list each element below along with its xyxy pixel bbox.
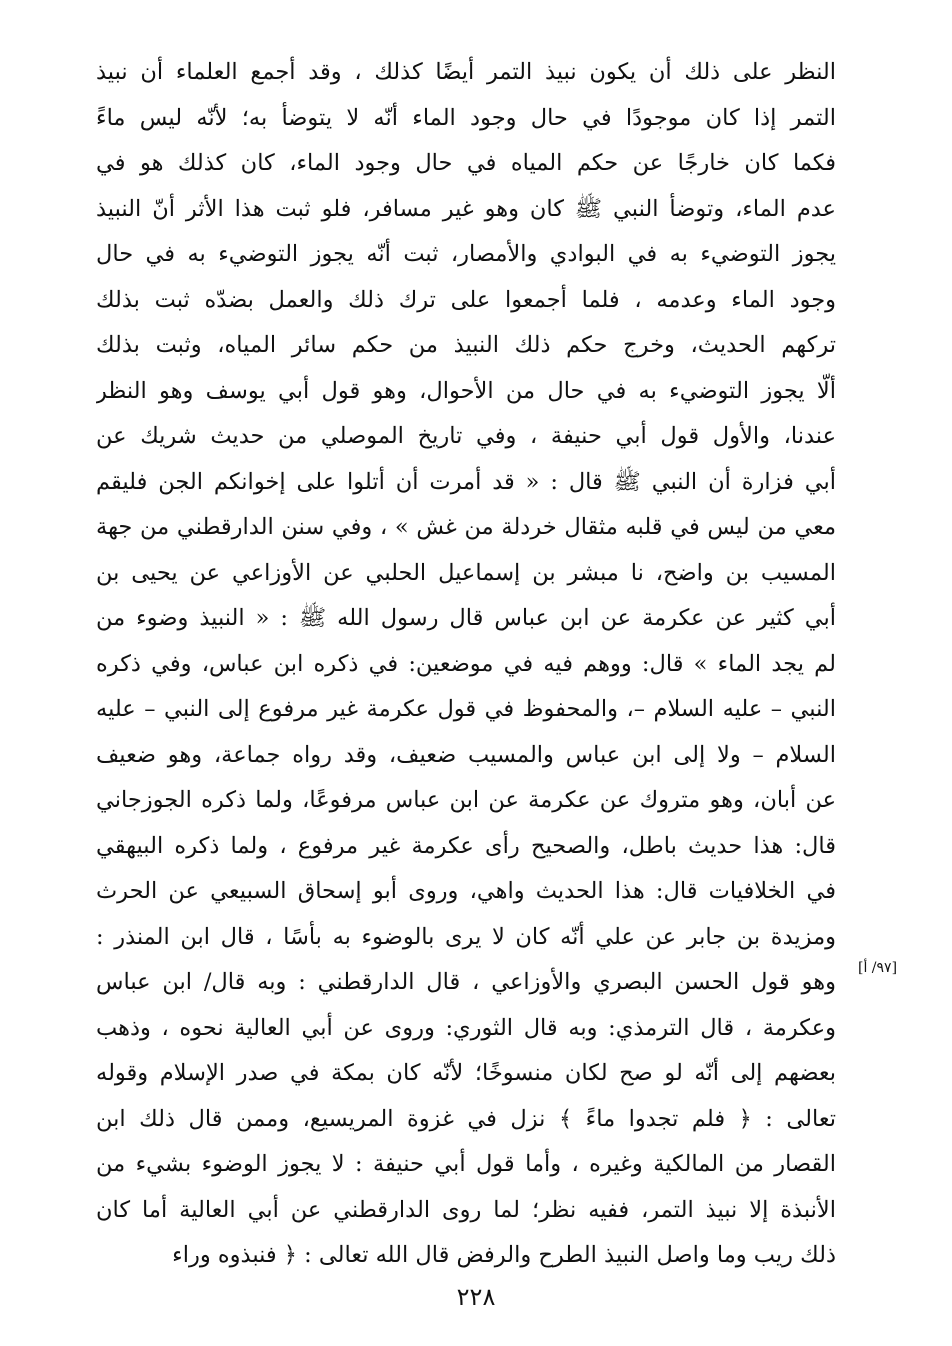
text-line: عن أبان، وهو متروك عن عكرمة عن ابن عباس مرفوعًا، ولما ذكره الجوزجاني bbox=[96, 787, 836, 813]
text-line: بعضهم إلى أنّه لو صح لكان منسوخًا؛ لأنّه كان بمكة في صدر الإسلام وقوله bbox=[96, 1060, 836, 1086]
text-line: المسيب بن واضح، نا مبشر بن إسماعيل الحلبي عن الأوزاعي عن يحيى بن bbox=[96, 559, 836, 586]
text-line: ومزيدة بن جابر عن علي أنّه كان لا يرى بالوضوء به بأسًا ، قال ابن المنذر : bbox=[96, 923, 836, 950]
text-line: أبي فزارة أن النبي ﷺ قال : « قد أمرت أن أتلوا على إخوانكم الجن فليقم bbox=[96, 468, 836, 495]
page-number: ٢٢٨ bbox=[456, 1283, 496, 1311]
text-line: عندنا، والأول قول أبي حنيفة ، وفي تاريخ الموصلي من حديث شريك عن bbox=[96, 423, 836, 449]
margin-folio-note: [٩٧/ أ] bbox=[858, 960, 898, 976]
text-line: وعكرمة ، قال الترمذي: وبه قال الثوري: وروى عن أبي العالية نحوه ، وذهب bbox=[96, 1014, 836, 1041]
text-line: قال: هذا حديث باطل، والصحيح رأى عكرمة غير مرفوع ، ولما ذكره البيهقي bbox=[96, 832, 836, 859]
text-line: لم يجد الماء » قال: ووهم فيه في موضعين: في ذكره ابن عباس، وفي ذكره bbox=[96, 650, 836, 677]
text-line: النبي – عليه السلام –، والمحفوظ في قول عكرمة غير مرفوع إلى النبي – عليه bbox=[96, 696, 836, 722]
text-line: عدم الماء، وتوضأ النبي ﷺ كان وهو غير مسافر، فلو ثبت هذا الأثر أنّ النبيذ bbox=[96, 195, 836, 222]
text-line: الأنبذة إلا نبيذ التمر، ففيه نظر؛ لما روى الدارقطني عن أبي العالية أما كان bbox=[96, 1196, 836, 1223]
text-line: القصار من المالكية وغيره ، وأما قول أبي حنيفة : لا يجوز الوضوء بشيء من bbox=[96, 1151, 836, 1177]
text-line: ذلك ريب وما واصل النبيذ الطرح والرفض قال الله تعالى : ﴿ فنبذوه وراء bbox=[172, 1242, 836, 1268]
text-line: ألّا يجوز التوضيء به في حال من الأحوال، وهو قول أبي يوسف وهو النظر bbox=[96, 377, 836, 404]
text-line: معي من ليس في قلبه مثقال خردلة من غش » ، وفي سنن الدارقطني من جهة bbox=[96, 514, 836, 540]
text-line: وهو قول الحسن البصري والأوزاعي ، قال الدارقطني : وبه قال/ ابن عباس bbox=[96, 969, 836, 995]
text-line: وجود الماء وعدمه ، فلما أجمعوا على ترك ذلك والعمل بضدّه ثبت بذلك bbox=[96, 286, 836, 313]
text-line: التمر إذا كان موجودًا في حال وجود الماء أنّه لا يتوضأ به؛ لأنّه ليس ماءً bbox=[96, 104, 836, 131]
text-line: السلام – ولا إلى ابن عباس والمسيب ضعيف، وقد رواه جماعة، وهو ضعيف bbox=[96, 741, 836, 768]
text-line: يجوز التوضيء به في البوادي والأمصار، ثبت أنّه يجوز التوضيء به في حال bbox=[96, 241, 836, 267]
text-line: أبي كثير عن عكرمة عن ابن عباس قال رسول الله ﷺ : « النبيذ وضوء من bbox=[96, 605, 836, 631]
text-line: تعالى : ﴿ فلم تجدوا ماءً ﴾ نزل في غزوة المريسيع، وممن قال ذلك ابن bbox=[96, 1105, 836, 1132]
body-text bbox=[96, 50, 836, 1279]
text-line: النظر على ذلك أن يكون نبيذ التمر أيضًا كذلك ، وقد أجمع العلماء أن نبيذ bbox=[96, 59, 836, 85]
text-line: فكما كان خارجًا عن حكم المياه في حال وجود الماء، كان كذلك هو في bbox=[96, 150, 836, 176]
text-line: في الخلافيات قال: هذا الحديث واهي، وروى أبو إسحاق السبيعي عن الحرث bbox=[96, 878, 836, 904]
text-line: تركهم الحديث، وخرج حكم ذلك النبيذ من حكم سائر المياه، وثبت بذلك bbox=[96, 332, 836, 358]
